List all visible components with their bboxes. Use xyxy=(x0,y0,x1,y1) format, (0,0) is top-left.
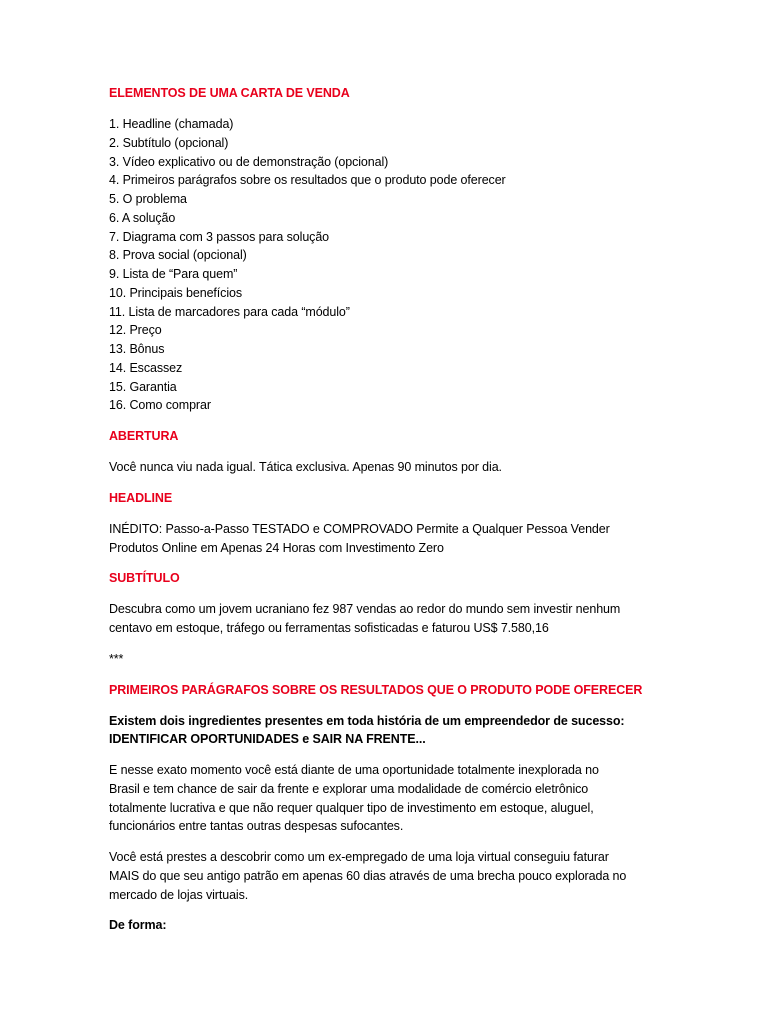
paragraph-line: totalmente lucrativa e que não requer qualquer tipo de investimento em estoque, aluguel, xyxy=(109,800,594,815)
list-item: 10. Principais benefícios xyxy=(109,285,242,300)
paragraph-line: Brasil e tem chance de sair da frente e explorar uma modalidade de comércio eletrônico xyxy=(109,781,589,796)
paragraph-discovery xyxy=(109,848,669,904)
section-title-subtitulo: SUBTÍTULO xyxy=(109,571,180,586)
list-item: 1. Headline (chamada) xyxy=(109,117,234,131)
elements-list xyxy=(109,115,669,415)
paragraph-line: funcionários entre tantas outras despesas sufocantes. xyxy=(109,819,404,834)
headline-line: INÉDITO: Passo-a-Passo TESTADO e COMPROVADO Permite a Qualquer Pessoa Vender xyxy=(109,521,610,536)
list-item: 15. Garantia xyxy=(109,379,177,394)
paragraph-opportunity xyxy=(109,761,669,836)
list-item: 3. Vídeo explicativo ou de demonstração (opcional) xyxy=(109,154,389,169)
headline-text xyxy=(109,520,669,558)
list-item: 11. Lista de marcadores para cada “módulo” xyxy=(109,304,350,319)
section-title-primeiros: PRIMEIROS PARÁGRAFOS SOBRE OS RESULTADOS QUE O PRODUTO PODE OFERECER xyxy=(109,682,643,697)
headline-line: Produtos Online em Apenas 24 Horas com Investimento Zero xyxy=(109,540,444,555)
list-item: 8. Prova social (opcional) xyxy=(109,248,247,263)
separator: *** xyxy=(109,651,124,666)
list-item: 6. A solução xyxy=(109,210,176,225)
paragraph-line: Existem dois ingredientes presentes em toda história de um empreendedor de sucesso: xyxy=(109,713,625,728)
paragraph-line: MAIS do que seu antigo patrão em apenas 60 dias através de uma brecha pouco explorada no xyxy=(109,868,627,883)
section-title-elementos: ELEMENTOS DE UMA CARTA DE VENDA xyxy=(109,86,350,100)
list-item: 4. Primeiros parágrafos sobre os resultados que o produto pode oferecer xyxy=(109,173,506,188)
list-item: 13. Bônus xyxy=(109,342,165,356)
abertura-text: Você nunca viu nada igual. Tática exclusiva. Apenas 90 minutos por dia. xyxy=(109,460,502,474)
list-item: 14. Escassez xyxy=(109,360,183,375)
document-page xyxy=(109,84,669,935)
list-item: 9. Lista de “Para quem” xyxy=(109,267,238,281)
paragraph-intro xyxy=(109,712,669,750)
list-item: 2. Subtítulo (opcional) xyxy=(109,135,229,150)
paragraph-de-forma: De forma: xyxy=(109,918,167,933)
list-item: 12. Preço xyxy=(109,323,162,338)
paragraph-line: E nesse exato momento você está diante de uma oportunidade totalmente inexplorada no xyxy=(109,763,599,777)
paragraph-line: IDENTIFICAR OPORTUNIDADES e SAIR NA FRENTE... xyxy=(109,732,426,747)
paragraph-line: Você está prestes a descobrir como um ex-empregado de uma loja virtual conseguiu faturar xyxy=(109,850,609,864)
section-title-abertura: ABERTURA xyxy=(109,429,179,443)
section-title-headline: HEADLINE xyxy=(109,490,173,505)
subtitulo-line: centavo em estoque, tráfego ou ferramentas sofisticadas e faturou US$ 7.580,16 xyxy=(109,621,549,635)
list-item: 5. O problema xyxy=(109,192,187,206)
paragraph-line: mercado de lojas virtuais. xyxy=(109,887,249,902)
list-item: 16. Como comprar xyxy=(109,398,211,413)
subtitulo-text xyxy=(109,600,669,638)
list-item: 7. Diagrama com 3 passos para solução xyxy=(109,229,330,244)
subtitulo-line: Descubra como um jovem ucraniano fez 987 vendas ao redor do mundo sem investir nenhum xyxy=(109,602,621,617)
